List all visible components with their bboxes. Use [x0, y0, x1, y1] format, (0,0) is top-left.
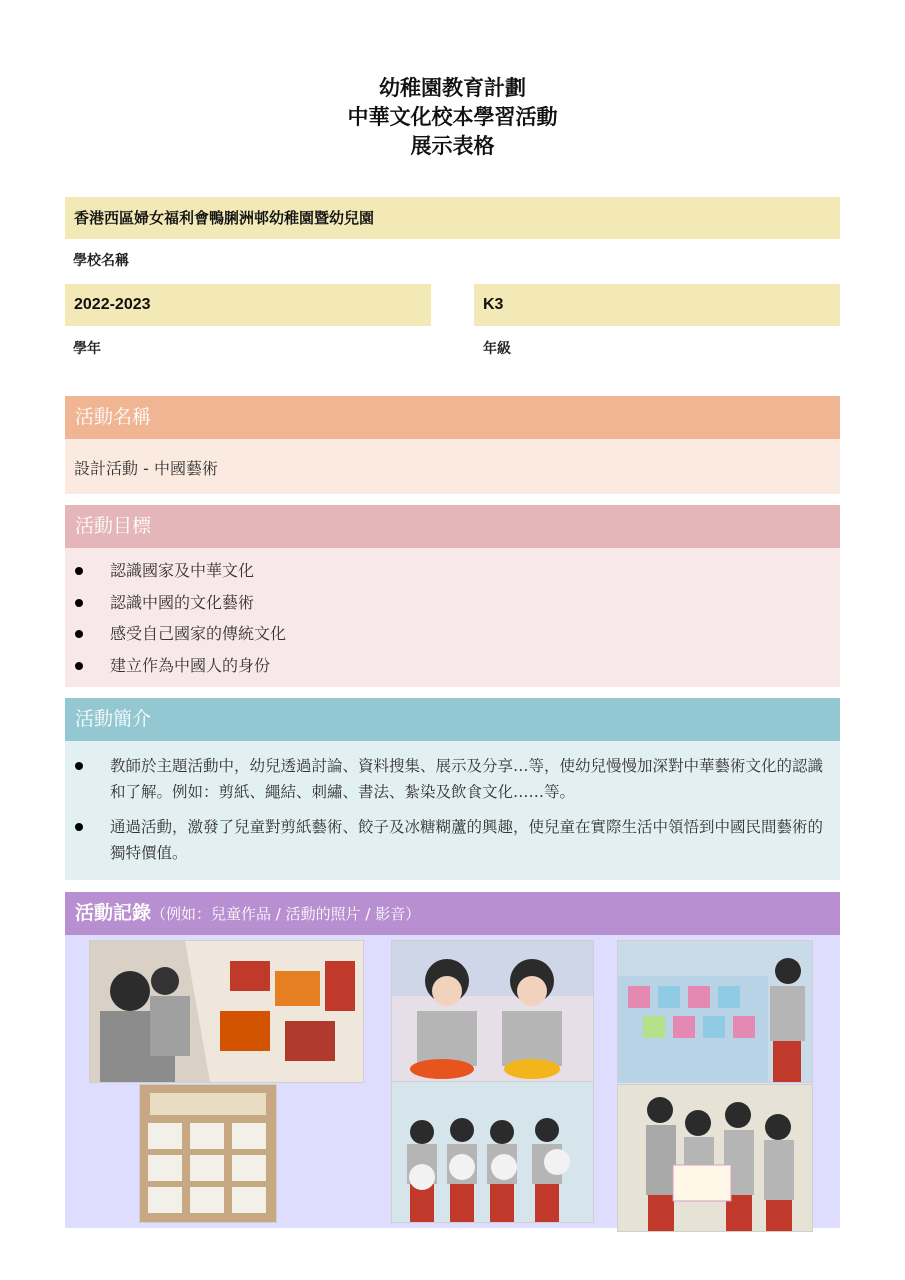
activity-photo-children-artwork — [617, 1084, 813, 1232]
introduction-item: 通過活動，激發了兒童對剪紙藝術、餃子及冰糖糊蘆的興趣，使兒童在實際生活中領悟到中國民間藝術的獨特價值。 — [110, 818, 824, 862]
bullet-icon — [75, 662, 83, 670]
bullet-icon — [75, 823, 83, 831]
objective-item: 認識中國的文化藝術 — [110, 593, 255, 612]
objectives-body — [65, 548, 840, 687]
objective-item: 建立作為中國人的身份 — [110, 656, 271, 675]
activity-photo-group-plates — [391, 1081, 594, 1223]
school-name-field: 香港西區婦女福利會鴨脷洲邨幼稚園暨幼兒園 — [65, 197, 840, 239]
title-line-1: 幼稚園教育計劃 — [379, 76, 526, 100]
introduction-item: 教師於主題活動中，幼兒透過討論、資料搜集、展示及分享…等，使幼兒慢慢加深對中華藝術文化的認識和了解。例如：剪紙、繩結、刺繡、書法、紮染及飲食文化……等。 — [110, 757, 824, 801]
activity-photo-artwork-board — [139, 1084, 277, 1223]
grade-label: 年級 — [483, 341, 511, 357]
school-name-label: 學校名稱 — [73, 253, 129, 269]
school-year-field: 2022-2023 — [65, 284, 431, 326]
title-line-2: 中華文化校本學習活動 — [347, 105, 558, 129]
bullet-icon — [75, 630, 83, 638]
grade-field: K3 — [474, 284, 840, 326]
introduction-body — [65, 741, 840, 880]
bullet-icon — [75, 762, 83, 770]
activity-photo-girls-plates — [391, 940, 594, 1083]
activity-photo-display-board — [89, 940, 364, 1083]
activity-photo-papercut-wall — [617, 940, 813, 1083]
school-year-label: 學年 — [73, 341, 101, 357]
records-heading — [65, 892, 840, 935]
activity-name-value: 設計活動 - 中國藝術 — [74, 459, 218, 478]
objectives-heading: 活動目標 — [65, 505, 840, 548]
bullet-icon — [75, 599, 83, 607]
title-line-3: 展示表格 — [410, 134, 495, 158]
activity-name-body — [65, 439, 840, 494]
records-title: 活動記錄 — [75, 902, 152, 924]
objective-item: 認識國家及中華文化 — [110, 561, 255, 580]
page-title — [0, 74, 905, 161]
introduction-heading: 活動簡介 — [65, 698, 840, 741]
records-subtitle: （例如：兒童作品 / 活動的照片 / 影音） — [151, 905, 421, 923]
objective-item: 感受自己國家的傳統文化 — [110, 624, 287, 643]
activity-name-heading: 活動名稱 — [65, 396, 840, 439]
bullet-icon — [75, 567, 83, 575]
